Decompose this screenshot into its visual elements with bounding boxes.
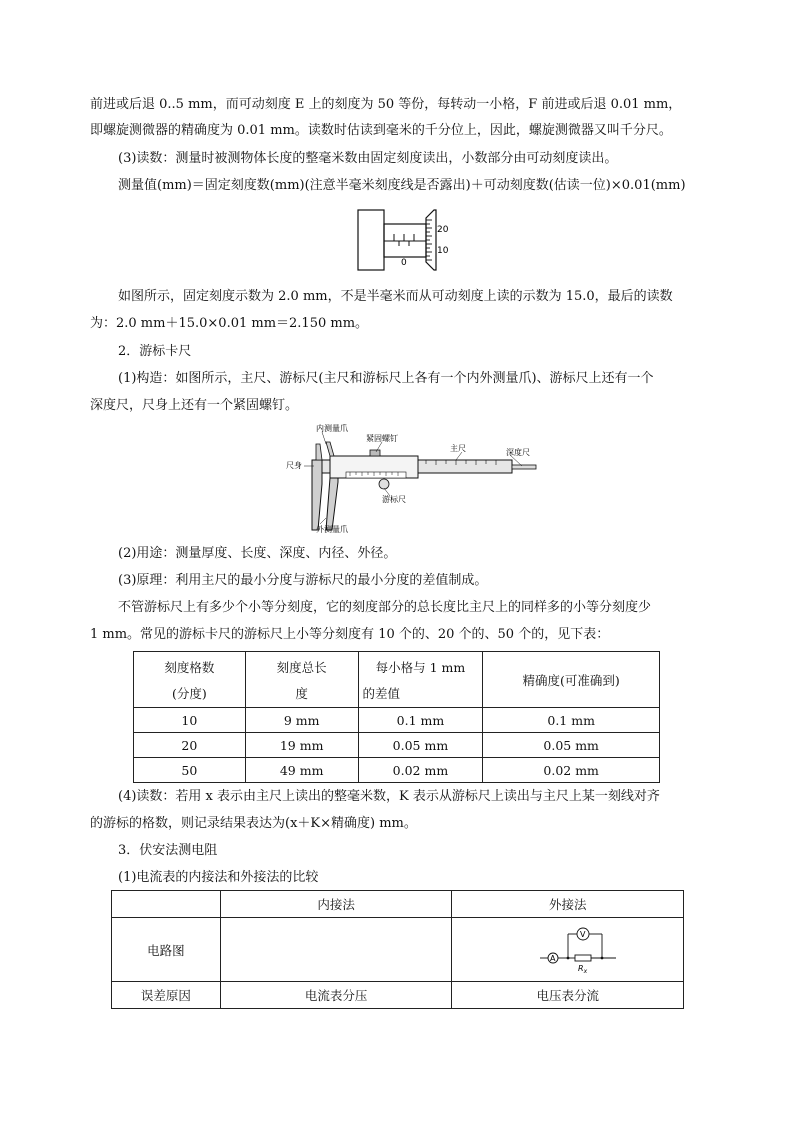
paragraph-principle-detail-1: 不管游标尺上有多少个小等分刻度，它的刻度部分的总长度比主尺上的同样多的小等分刻度少: [118, 600, 652, 615]
circuit-table: [111, 890, 684, 1009]
vernier-table: [133, 651, 660, 783]
paragraph-structure-1: (1)构造：如图所示，主尺、游标尺(主尺和游标尺上各有一个内外测量爪)、游标尺上还有一个: [118, 371, 654, 386]
cell-total-length: 19 mm: [245, 733, 358, 758]
table-row: [134, 758, 660, 783]
cell-internal-error: 电流表分压: [220, 982, 452, 1009]
header-external: 外接法: [452, 891, 684, 918]
header-total-length: 刻度总长 度: [245, 652, 358, 708]
header-divisions: 刻度格数 (分度): [134, 652, 246, 708]
section-heading-vernier: 2．游标卡尺: [118, 344, 192, 359]
thumb-wheel: [379, 479, 389, 489]
cell-external-circuit: [452, 918, 684, 982]
voltmeter-symbol: V: [580, 930, 586, 939]
micrometer-frame: [358, 210, 384, 270]
cell-difference: 0.1 mm: [358, 708, 483, 733]
vernier-table-header-row: [134, 652, 660, 708]
depth-rod: [512, 465, 536, 469]
fixed-inner-jaw: [316, 444, 322, 460]
row-label-error: 误差原因: [112, 982, 221, 1009]
paragraph-structure-2: 深度尺，尺身上还有一个紧固螺钉。: [90, 398, 299, 413]
paragraph-example-reading: 如图所示，固定刻度示数为 2.0 mm，不是半毫米而从可动刻度上读的示数为 15.0，最后的读数: [118, 289, 673, 304]
table-row: [134, 733, 660, 758]
cell-divisions: 20: [134, 733, 246, 758]
paragraph-reading-formula: 的游标的格数，则记录结果表达为(x＋K×精确度) mm。: [90, 816, 417, 831]
section-heading-voltammetry: 3．伏安法测电阻: [118, 843, 218, 858]
paragraph-usage: (2)用途：测量厚度、长度、深度、内径、外径。: [118, 546, 397, 561]
resistor-label: $R_x$: [578, 964, 588, 975]
table-row: [112, 918, 684, 982]
row-label-circuit: 电路图: [112, 918, 221, 982]
table-row: [112, 982, 684, 1009]
label-body: 尺身: [286, 461, 302, 470]
external-connection-circuit: [540, 924, 616, 976]
label-inner-jaw: 内测量爪: [316, 424, 348, 433]
paragraph-comparison: (1)电流表的内接法和外接法的比较: [118, 870, 319, 885]
vernier-caliper-figure: [286, 422, 542, 534]
thimble-number-20: 20: [437, 225, 449, 235]
cell-precision: 0.02 mm: [483, 758, 660, 783]
cell-external-error: 电压表分流: [452, 982, 684, 1009]
header-precision: 精确度(可准确到): [483, 652, 660, 708]
sleeve-number-0: 0: [401, 258, 407, 268]
cell-internal-circuit: [220, 918, 452, 982]
fixed-outer-jaw: [312, 460, 322, 530]
label-main-scale: 主尺: [450, 444, 466, 453]
cell-divisions: 10: [134, 708, 246, 733]
label-depth-rod: 深度尺: [506, 448, 530, 457]
table-row: [134, 708, 660, 733]
cell-precision: 0.05 mm: [483, 733, 660, 758]
cell-total-length: 49 mm: [245, 758, 358, 783]
header-difference: 每小格与 1 mm 的差值: [358, 652, 483, 708]
cell-precision: 0.1 mm: [483, 708, 660, 733]
header-empty: [112, 891, 221, 918]
paragraph-reading-4: (4)读数：若用 x 表示由主尺上读出的整毫米数，K 表示从游标尺上读出与主尺上某一刻线对齐: [118, 789, 660, 804]
label-vernier: 游标尺: [382, 495, 406, 504]
paragraph-reading-3: (3)读数：测量时被测物体长度的整毫米数由固定刻度读出，小数部分由可动刻度读出。: [118, 151, 618, 166]
cell-difference: 0.02 mm: [358, 758, 483, 783]
paragraph-formula: 测量值(mm)＝固定刻度数(mm)(注意半毫米刻度线是否露出)＋可动刻度数(估读一位)×0.01(mm): [118, 178, 686, 193]
ammeter-symbol: A: [550, 954, 556, 963]
paragraph-precision-2: 即螺旋测微器的精确度为 0.01 mm。读数时估读到毫米的千分位上，因此，螺旋测微器又叫千分尺。: [90, 123, 672, 138]
micrometer-figure: [356, 204, 468, 274]
label-outer-jaw: 外测量爪: [316, 525, 348, 534]
paragraph-precision-1: 前进或后退 0..5 mm，而可动刻度 E 上的刻度为 50 等份，每转动一小格，F 前进或后退 0.01 mm，: [90, 97, 682, 112]
locking-screw: [370, 450, 380, 456]
movable-inner-jaw: [326, 442, 334, 456]
label-locking-screw: 紧固螺钉: [366, 434, 398, 443]
movable-outer-jaw: [326, 478, 338, 530]
thimble-number-10: 10: [437, 246, 449, 256]
paragraph-example-result: 为：2.0 mm＋15.0×0.01 mm＝2.150 mm。: [90, 316, 369, 331]
circuit-table-header-row: [112, 891, 684, 918]
paragraph-principle-detail-2: 1 mm。常见的游标卡尺的游标尺上小等分刻度有 10 个的、20 个的、50 个的，见下表：: [90, 627, 610, 642]
header-internal: 内接法: [220, 891, 452, 918]
cell-total-length: 9 mm: [245, 708, 358, 733]
cell-difference: 0.05 mm: [358, 733, 483, 758]
paragraph-principle: (3)原理：利用主尺的最小分度与游标尺的最小分度的差值制成。: [118, 573, 488, 588]
cell-divisions: 50: [134, 758, 246, 783]
